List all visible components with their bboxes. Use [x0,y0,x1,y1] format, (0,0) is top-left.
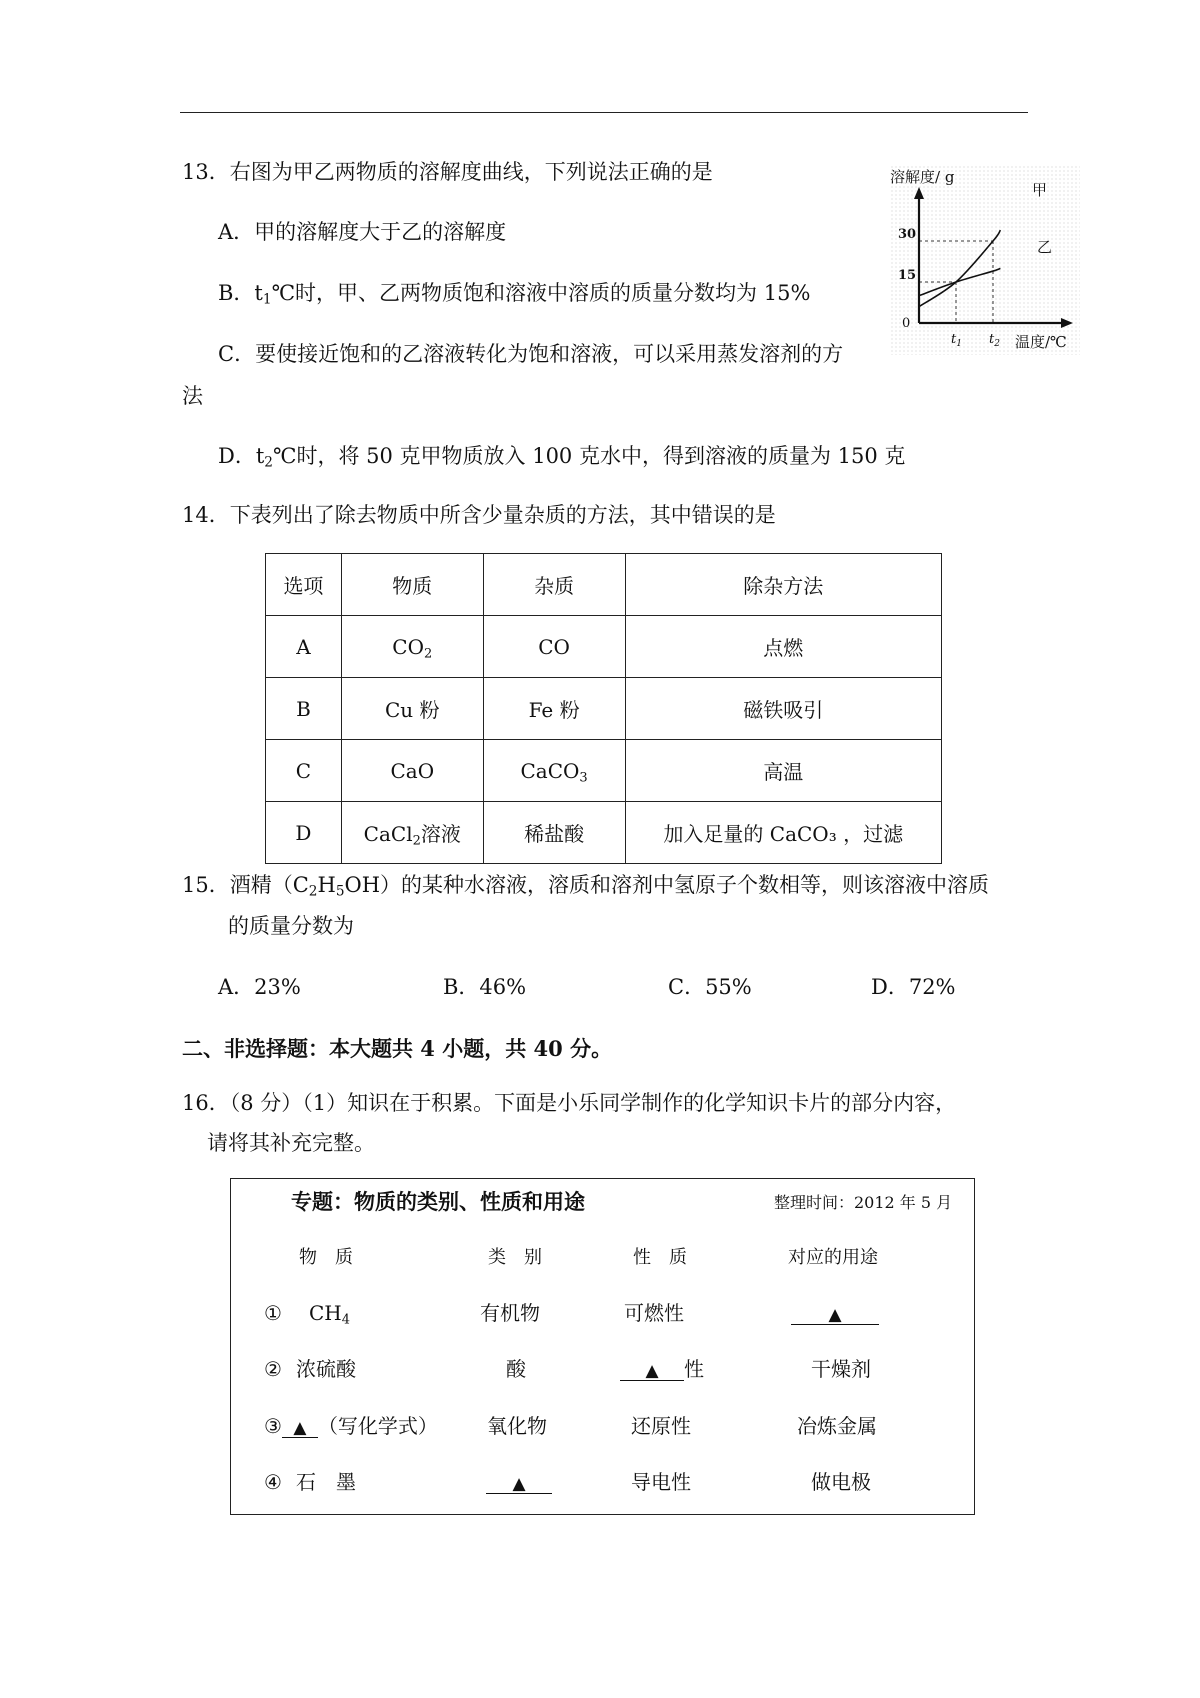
cell-substance: CaCl$_2$溶液 [341,802,483,864]
cell-option: A [266,616,342,678]
card-row1-substance: $CH_4$ [309,1301,351,1328]
y-tick-0: 0 [902,316,911,331]
card-date: 整理时间：2012 年 5 月 [774,1193,953,1212]
impurity-table [265,553,942,864]
y-tick-30: 30 [898,227,917,242]
q15-stem-line2: 的质量分数为 [228,914,354,938]
series-label-yi: 乙 [1037,238,1053,256]
cell-option: D [266,802,342,864]
table-row [266,740,942,802]
card-row1-property: 可燃性 [624,1301,684,1325]
q13-stem: 13．右图为甲乙两物质的溶解度曲线，下列说法正确的是 [182,160,713,184]
cell-impurity: 稀盐酸 [483,802,625,864]
card-row4-category-blank[interactable]: ▲ [486,1470,552,1494]
header-method: 除杂方法 [625,554,941,616]
header-rule [180,112,1028,113]
table-row [266,678,942,740]
card-row4-property: 导电性 [631,1470,691,1494]
cell-method: 加入足量的 CaCO₃ ，过滤 [625,802,941,864]
card-header-use: 对应的用途 [788,1247,878,1268]
q13-option-c-line2: 法 [182,384,203,408]
card-title: 专题：物质的类别、性质和用途 [291,1189,585,1214]
card-row4-num: ④ [264,1470,282,1494]
cell-impurity: CO [483,616,625,678]
q13-option-a: A．甲的溶解度大于乙的溶解度 [218,220,507,244]
table-header-row [266,554,942,616]
cell-substance: CaO [341,740,483,802]
card-header-category: 类 别 [488,1247,542,1268]
card-row2-num: ② [264,1357,282,1381]
cell-method: 点燃 [625,616,941,678]
q15-option-d: D．72% [871,975,956,999]
cell-option: C [266,740,342,802]
card-row1-num: ① [264,1301,282,1325]
solubility-chart [890,165,1080,355]
x-tick-t2: $t_2$ [989,332,1000,349]
q13-option-d: D．$t_2℃$时，将 50 克甲物质放入 100 克水中，得到溶液的质量为 150 克 [218,444,906,471]
q13-option-c-line1: C．要使接近饱和的乙溶液转化为饱和溶液，可以采用蒸发溶剂的方 [218,342,844,366]
card-row4-substance: 石 墨 [296,1470,356,1494]
table-row [266,802,942,864]
card-row2-use: 干燥剂 [811,1357,871,1381]
q15-stem: 15．酒精$(C_2H_5OH)$的某种水溶液，溶质和溶剂中氢原子个数相等，则该溶液中溶质 [182,873,990,900]
card-row2-category: 酸 [506,1357,526,1381]
q14-stem: 14．下表列出了除去物质中所含少量杂质的方法，其中错误的是 [182,503,776,527]
q16-line1: 16．（8 分）（1）知识在于积累。下面是小乐同学制作的化学知识卡片的部分内容， [182,1091,957,1115]
header-impurity: 杂质 [483,554,625,616]
knowledge-card [230,1178,975,1515]
q16-line2: 请将其补充完整。 [207,1131,375,1155]
card-header-property: 性 质 [633,1247,687,1268]
card-header-substance: 物 质 [299,1247,353,1268]
x-tick-t1: $t_1$ [951,332,962,349]
card-row2-substance: 浓硫酸 [296,1357,356,1381]
section-2-heading: 二、非选择题：本大题共 4 小题，共 40 分。 [182,1036,613,1061]
cell-impurity: CaCO$_3$ [483,740,625,802]
table-row [266,616,942,678]
header-option: 选项 [266,554,342,616]
card-row3-substance[interactable]: ③ ▲ （写化学式） [264,1414,438,1438]
cell-substance: $CO_2$ [341,616,483,678]
card-row3-category: 氧化物 [487,1414,547,1438]
card-row3-property: 还原性 [631,1414,691,1438]
q15-option-c: C．55% [668,975,752,999]
cell-impurity: Fe 粉 [483,678,625,740]
card-row3-use: 冶炼金属 [797,1414,877,1438]
y-tick-15: 15 [898,268,917,283]
card-row4-use: 做电极 [811,1470,871,1494]
cell-option: B [266,678,342,740]
header-substance: 物质 [341,554,483,616]
q13-option-b: B．$t_1℃$时，甲、乙两物质饱和溶液中溶质的质量分数均为 15% [218,281,811,308]
q15-option-b: B．46% [443,975,527,999]
x-axis-label: 温度/℃ [1015,333,1067,351]
q15-option-a: A．23% [218,975,301,999]
card-row1-use-blank[interactable]: ▲ [791,1301,879,1325]
cell-method: 高温 [625,740,941,802]
card-row1-category: 有机物 [480,1301,540,1325]
y-axis-label: 溶解度/ g [890,168,955,186]
series-label-jia: 甲 [1032,181,1048,199]
cell-substance: Cu 粉 [341,678,483,740]
cell-method: 磁铁吸引 [625,678,941,740]
card-row2-property[interactable]: ▲ 性 [620,1357,704,1381]
